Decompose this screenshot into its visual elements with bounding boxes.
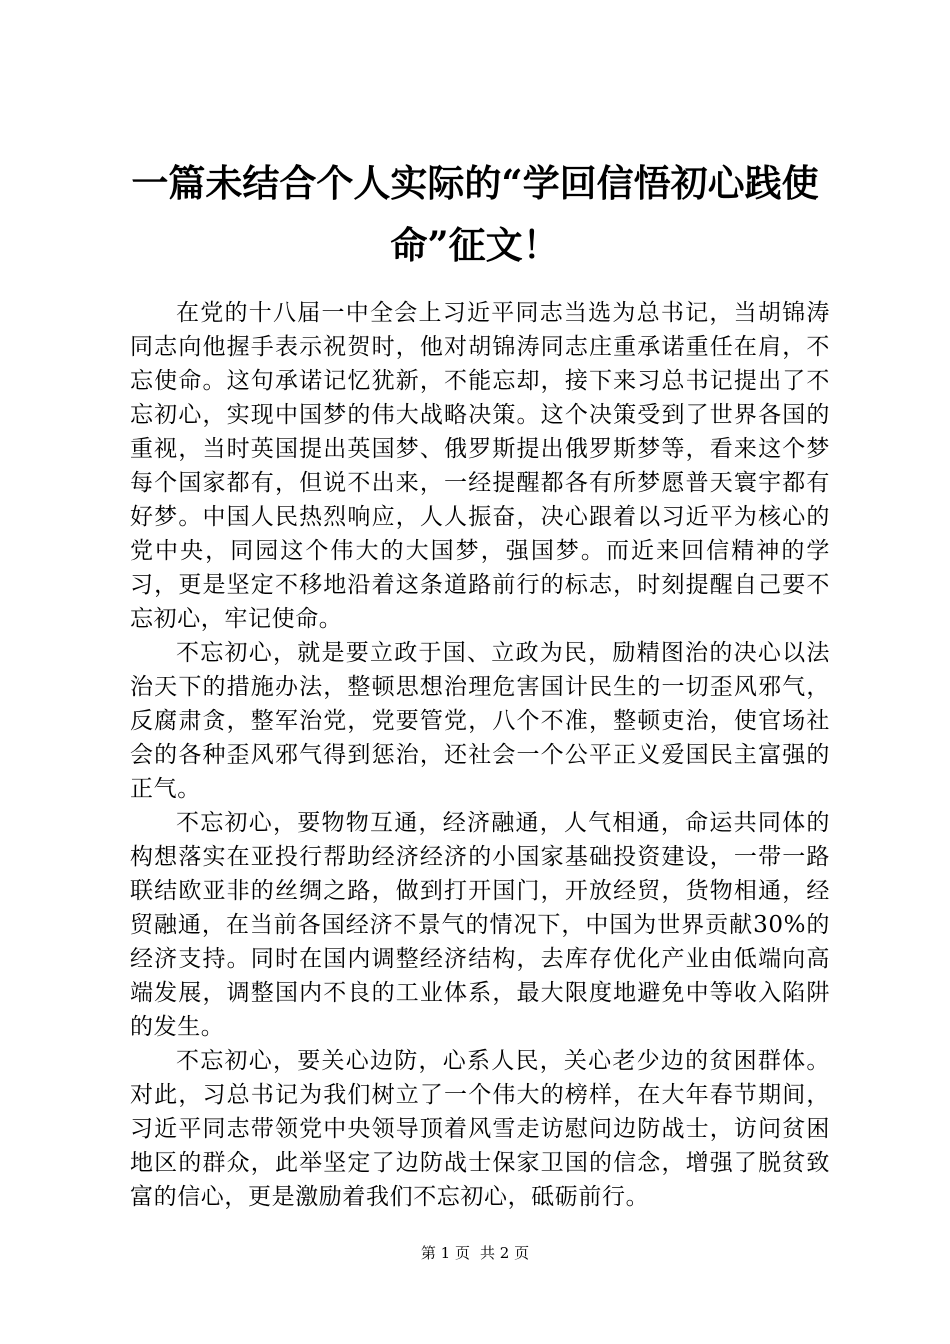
document-body [130, 296, 830, 1214]
paragraph: 不忘初心，要物物互通，经济融通，人气相通，命运共同体的构想落实在亚投行帮助经济经济的小国家基础投资建设，一带一路联结欧亚非的丝绸之路，做到打开国门，开放经贸，货物相通，经贸融通，在当前各国经济不景气的情况下，中国为世界贡献30%的经济支持。同时在国内调整经济结构，去库存优化产业由低端向高端发展，调整国内不良的工业体系，最大限度地避免中等收入陷阱的发生。 [130, 810, 830, 1040]
page-footer [0, 1243, 950, 1263]
paragraph: 不忘初心，要关心边防，心系人民，关心老少边的贫困群体。对此，习总书记为我们树立了一个伟大的榜样，在大年春节期间，习近平同志带领党中央领导顶着风雪走访慰问边防战士，访问贫困地区的群众，此举坚定了边防战士保家卫国的信念，增强了脱贫致富的信心，更是激励着我们不忘初心，砥砺前行。 [130, 1048, 830, 1210]
page-number: 第 1 页 [420, 1244, 470, 1262]
page-total: 共 2 页 [480, 1244, 530, 1262]
paragraph: 在党的十八届一中全会上习近平同志当选为总书记，当胡锦涛同志向他握手表示祝贺时，他对胡锦涛同志庄重承诺重任在肩，不忘使命。这句承诺记忆犹新，不能忘却，接下来习总书记提出了不忘初心，实现中国梦的伟大战略决策。这个决策受到了世界各国的重视，当时英国提出英国梦、俄罗斯提出俄罗斯梦等，看来这个梦每个国家都有，但说不出来，一经提醒都各有所梦愿普天寰宇都有好梦。中国人民热烈响应，人人振奋，决心跟着以习近平为核心的党中央，同园这个伟大的大国梦，强国梦。而近来回信精神的学习，更是坚定不移地沿着这条道路前行的标志，时刻提醒自己要不忘初心，牢记使命。 [130, 300, 830, 632]
paragraph: 不忘初心，就是要立政于国、立政为民，励精图治的决心以法治天下的措施办法，整顿思想治理危害国计民生的一切歪风邪气，反腐肃贪，整军治党，党要管党，八个不准，整顿吏治，使官场社会的各种歪风邪气得到惩治，还社会一个公平正义爱国民主富强的正气。 [130, 640, 830, 802]
document-title: 一篇未结合个人实际的“学回信悟初心践使命”征文！ [131, 161, 819, 267]
